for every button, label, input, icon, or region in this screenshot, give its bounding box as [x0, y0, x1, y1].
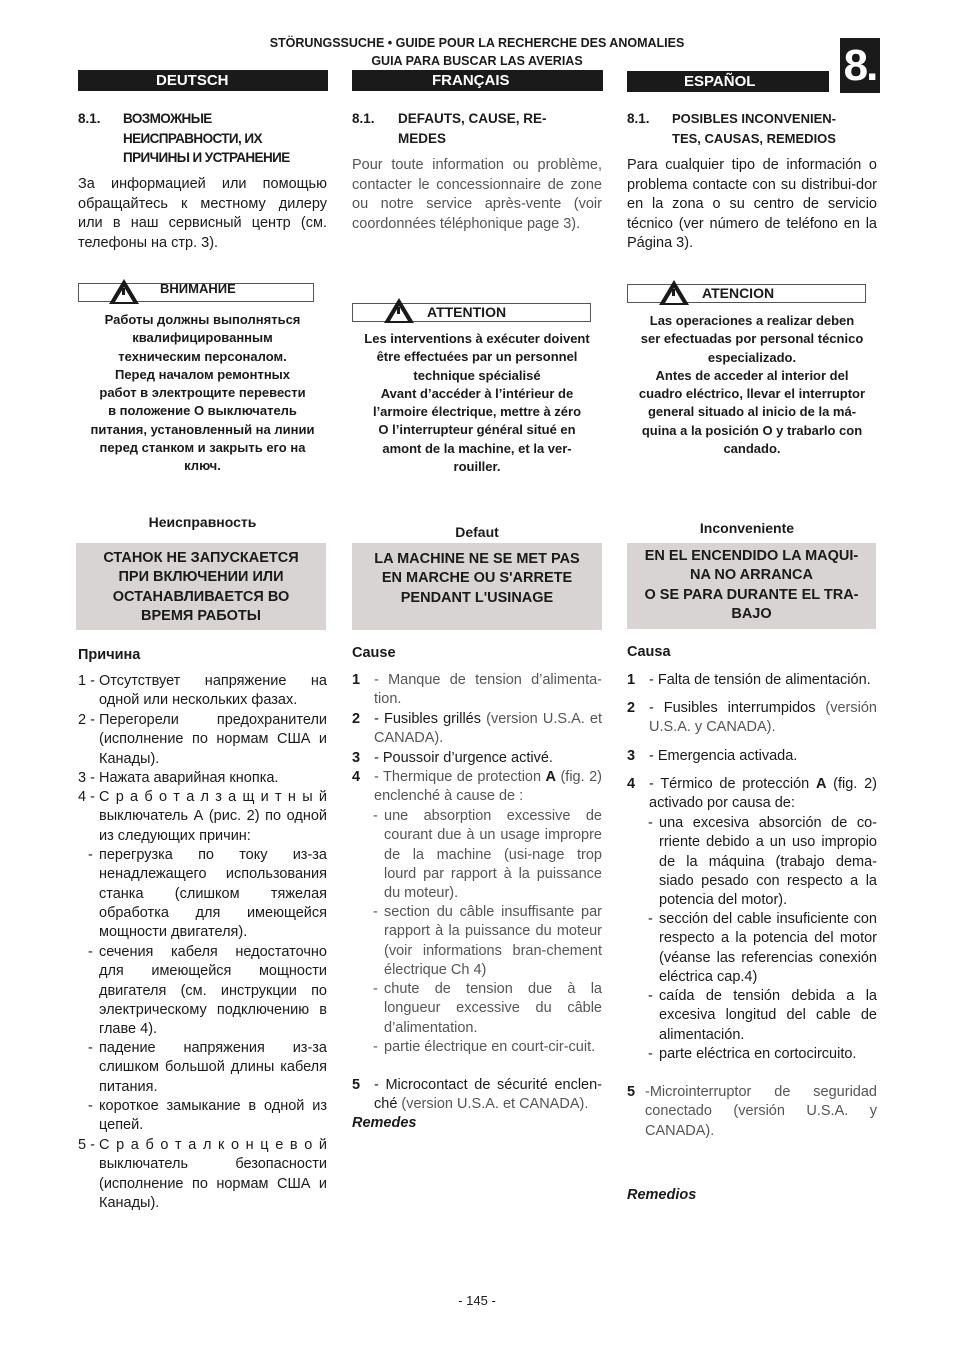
cause-1: 1 - Manque de tension d’alimenta-tion.	[352, 672, 602, 708]
cause-4-sub-1: - перегрузка по току из-за ненадлежащего использования станка (слишком тяжелая обработка для имеющейся мощности двигателя).	[88, 847, 327, 941]
cause-2: 2 - Fusibles grillés (version U.S.A. et CANADA).	[352, 711, 603, 747]
warning-text: Работы должны выполняться квалифицированным техническим персоналом. Перед началом ремонтных работ в электрощите перевести в положение О выключатель питания, установленный на линии перед станком и закрыть его на ключ.	[90, 312, 315, 474]
cause-4-sub-1: - une absorption excessive de courant due à un usage impropre de la machine (usi-nage trop lourd par rapport à la puissance du moteur).	[373, 808, 602, 902]
lang-bar-espanol: ESPAÑOL	[627, 71, 829, 92]
warning-label: ATENCION	[702, 285, 775, 301]
cause-4-sub-2: - section du câble insuffisante par rapport à la puissance du moteur (voir informations bran-chement électrique Ch 4)	[373, 904, 602, 978]
cause-1: 1 - Falta de tensión de alimentación.	[627, 672, 871, 688]
warning-mark	[672, 289, 675, 296]
cause-4: 4 - С р а б о т а л з а щ и т н ы й выключатель А (рис. 2) по одной из следующих причин:	[78, 789, 327, 844]
cause-4-sub-4: - короткое замыкание в одной из цепей.	[88, 1098, 327, 1134]
cause-4-sub-4: - parte eléctrica en cortocircuito.	[648, 1046, 857, 1062]
header-line-2: GUIA PARA BUSCAR LAS AVERIAS	[371, 54, 583, 68]
section-number: 8.1.	[78, 111, 101, 126]
cause-5: 5 - Microcontact de sécurité enclen-ché (version U.S.A. et CANADA).	[352, 1077, 602, 1113]
remedies-label: Remedes	[352, 1115, 417, 1131]
fault-box: СТАНОК НЕ ЗАПУСКАЕТСЯ ПРИ ВКЛЮЧЕНИИ ИЛИ ОСТАНАВЛИВАЕТСЯ ВО ВРЕМЯ РАБОТЫ	[76, 543, 326, 630]
cause-5: 5 -Microinterruptor de seguridad conectado (versión U.S.A. y CANADA).	[627, 1084, 877, 1139]
section-title: POSIBLES INCONVENIEN- TES, CAUSAS, REMEDIOS	[672, 111, 836, 146]
cause-4-sub-2: - сечения кабеля недостаточно для имеющейся мощности двигателя (см. инструкции по электрическому подключению в главе 4).	[88, 944, 327, 1038]
cause-4-sub-3: - падение напряжения из-за слишком большой длины кабеля питания.	[88, 1040, 327, 1095]
cause-4: 4 - Térmico de protección A (fig. 2) activado por causa de:	[627, 776, 877, 812]
section-title: ВОЗМОЖНЫЕ НЕИСПРАВНОСТИ, ИХ ПРИЧИНЫ И УСТРАНЕНИЕ	[123, 111, 290, 165]
warning-header	[78, 283, 314, 302]
warning-header	[352, 303, 591, 322]
cause-label: Причина	[78, 647, 141, 663]
warning-header	[627, 284, 866, 303]
warning-text: Las operaciones a realizar deben ser efectuadas por personal técnico especializado. Antes de acceder al interior del cuadro eléctrico, llevar el interruptor general situado al inicio de la má- quina a la posición O y trabarlo con candado.	[638, 313, 866, 457]
section-number: 8.1.	[627, 111, 650, 126]
fault-box: EN EL ENCENDIDO LA MAQUI- NA NO ARRANCA O SE PARA DURANTE EL TRA- BAJO	[627, 543, 876, 629]
fault-label: Defaut	[455, 524, 499, 540]
section-number: 8.1.	[352, 111, 375, 126]
lang-bar-deutsch: DEUTSCH	[78, 70, 328, 91]
cause-4-sub-1: - una excesiva absorción de co-rriente debido a un uso impropio de la máquina (trabajo dema-siado pesado con respecto a la potencia del motor).	[648, 815, 877, 909]
header-line-1: STÖRUNGSSUCHE • GUIDE POUR LA RECHERCHE DES ANOMALIES	[269, 36, 685, 50]
fault-label: Неисправность	[148, 514, 257, 530]
warning-label: ВНИМАНИЕ	[160, 281, 236, 296]
fault-label: Inconveniente	[699, 520, 795, 536]
intro-text: За информацией или помощью обращайтесь к местному дилеру или в наш сервисный центр (см. телефоны на стр. 3).	[78, 176, 327, 251]
chapter-number: 8.	[840, 38, 880, 93]
warning-mark	[122, 288, 125, 295]
lang-bar-francais: FRANÇAIS	[352, 70, 603, 91]
cause-5: 5 - С р а б о т а л к о н ц е в о й выключатель безопасности (исполнение по нормам США и Канады).	[78, 1137, 327, 1211]
warning-label: ATTENTION	[427, 304, 507, 320]
cause-4: 4 - Thermique de protection A (fig. 2) enclenché à cause de :	[352, 769, 603, 805]
intro-text: Para cualquier tipo de información o problema contacte con su distribui-dor en la zona o su centro de servicio técnico (ver número de teléfono en la Página 3).	[627, 157, 877, 251]
warning-mark	[397, 307, 400, 314]
cause-2: 2 - Перегорели предохранители (исполнение по нормам США и Канады).	[78, 712, 327, 767]
warning-text: Les interventions à exécuter doivent être effectuées par un personnel technique spécialisé Avant d’accéder à l’intérieur de l’armoire électrique, mettre à zéro O l’interrupteur général situé en amont de la machine, et la ver- rouiller.	[364, 331, 590, 475]
page-number: - 145 -	[458, 1293, 496, 1308]
cause-label: Cause	[352, 645, 396, 661]
cause-4-sub-4: - partie électrique en court-cir-cuit.	[373, 1039, 596, 1055]
cause-3: 3 - Emergencia activada.	[627, 748, 798, 764]
cause-4-sub-3: - caída de tensión debida a la excesiva longitud del cable de alimentación.	[648, 988, 877, 1043]
cause-label: Causa	[627, 644, 671, 660]
remedies-label: Remedios	[627, 1187, 697, 1203]
intro-text: Pour toute information ou problème, contacter le concessionnaire de zone ou notre service après-vente (voir coordonnées téléphonique page 3).	[352, 157, 602, 232]
section-title: DEFAUTS, CAUSE, RE- MEDES	[398, 111, 547, 146]
cause-1: 1 - Отсутствует напряжение на одной или нескольких фазах.	[78, 673, 327, 709]
cause-4-sub-3: - chute de tension due à la longueur excessive du câble d’alimentation.	[373, 981, 602, 1036]
fault-box: LA MACHINE NE SE MET PAS EN MARCHE OU S'ARRETE PENDANT L'USINAGE	[352, 543, 602, 630]
cause-3: 3 - Poussoir d’urgence activé.	[352, 750, 553, 766]
cause-2: 2 - Fusibles interrumpidos (versión U.S.A. y CANADA).	[627, 700, 877, 736]
cause-4-sub-2: - sección del cable insuficiente con respecto a la potencia del motor (véanse las referencias conexión eléctrica cap.4)	[648, 911, 877, 985]
cause-3: 3 - Нажата аварийная кнопка.	[78, 770, 279, 786]
